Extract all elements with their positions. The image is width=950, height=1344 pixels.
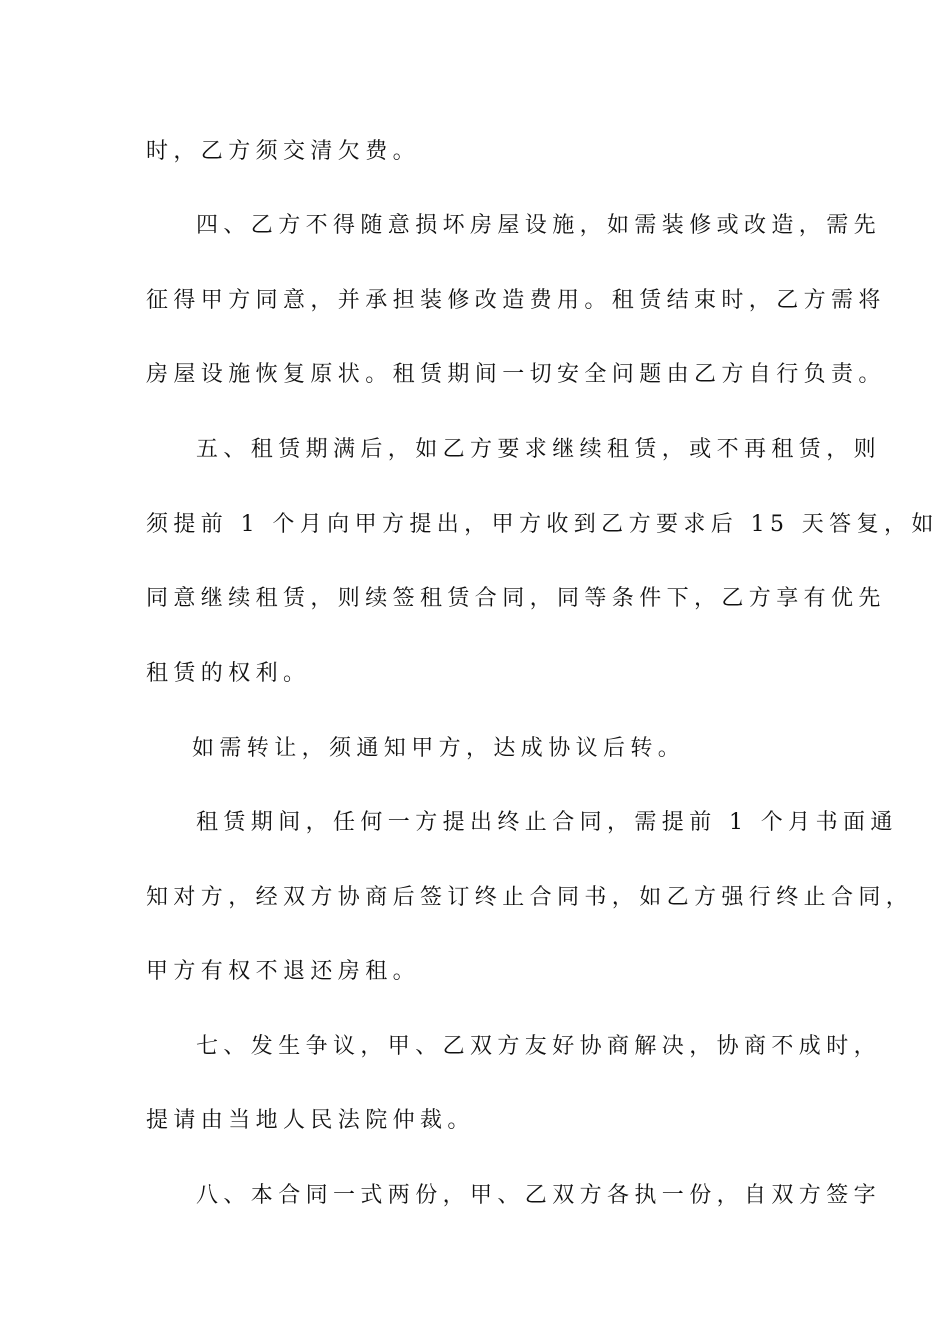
- text-line: 房屋设施恢复原状。租赁期间一切安全问题由乙方自行负责。: [146, 362, 886, 387]
- text-line: 四、乙方不得随意损坏房屋设施，如需装修或改造，需先: [196, 213, 882, 238]
- text-line: 时，乙方须交清欠费。: [146, 139, 421, 164]
- text-line: 征得甲方同意，并承担装修改造费用。租赁结束时，乙方需将: [146, 288, 886, 313]
- text-line: 如需转让，须通知甲方，达成协议后转。: [192, 736, 686, 761]
- text-line: 须提前 1 个月向甲方提出，甲方收到乙方要求后 15 天答复，如: [146, 512, 939, 537]
- text-line: 同意继续租赁，则续签租赁合同，同等条件下，乙方享有优先: [146, 586, 886, 611]
- text-line: 甲方有权不退还房租。: [146, 959, 421, 984]
- text-line: 七、发生争议，甲、乙双方友好协商解决，协商不成时，: [196, 1034, 882, 1059]
- text-line: 租赁的权利。: [146, 661, 311, 686]
- text-line: 租赁期间，任何一方提出终止合同，需提前 1 个月书面通: [196, 810, 898, 835]
- text-line: 提请由当地人民法院仲裁。: [146, 1108, 475, 1133]
- text-line: 五、租赁期满后，如乙方要求继续租赁，或不再租赁，则: [196, 437, 882, 462]
- text-line: 八、本合同一式两份，甲、乙双方各执一份，自双方签字: [196, 1183, 882, 1208]
- text-line: 知对方，经双方协商后签订终止合同书，如乙方强行终止合同，: [146, 885, 914, 910]
